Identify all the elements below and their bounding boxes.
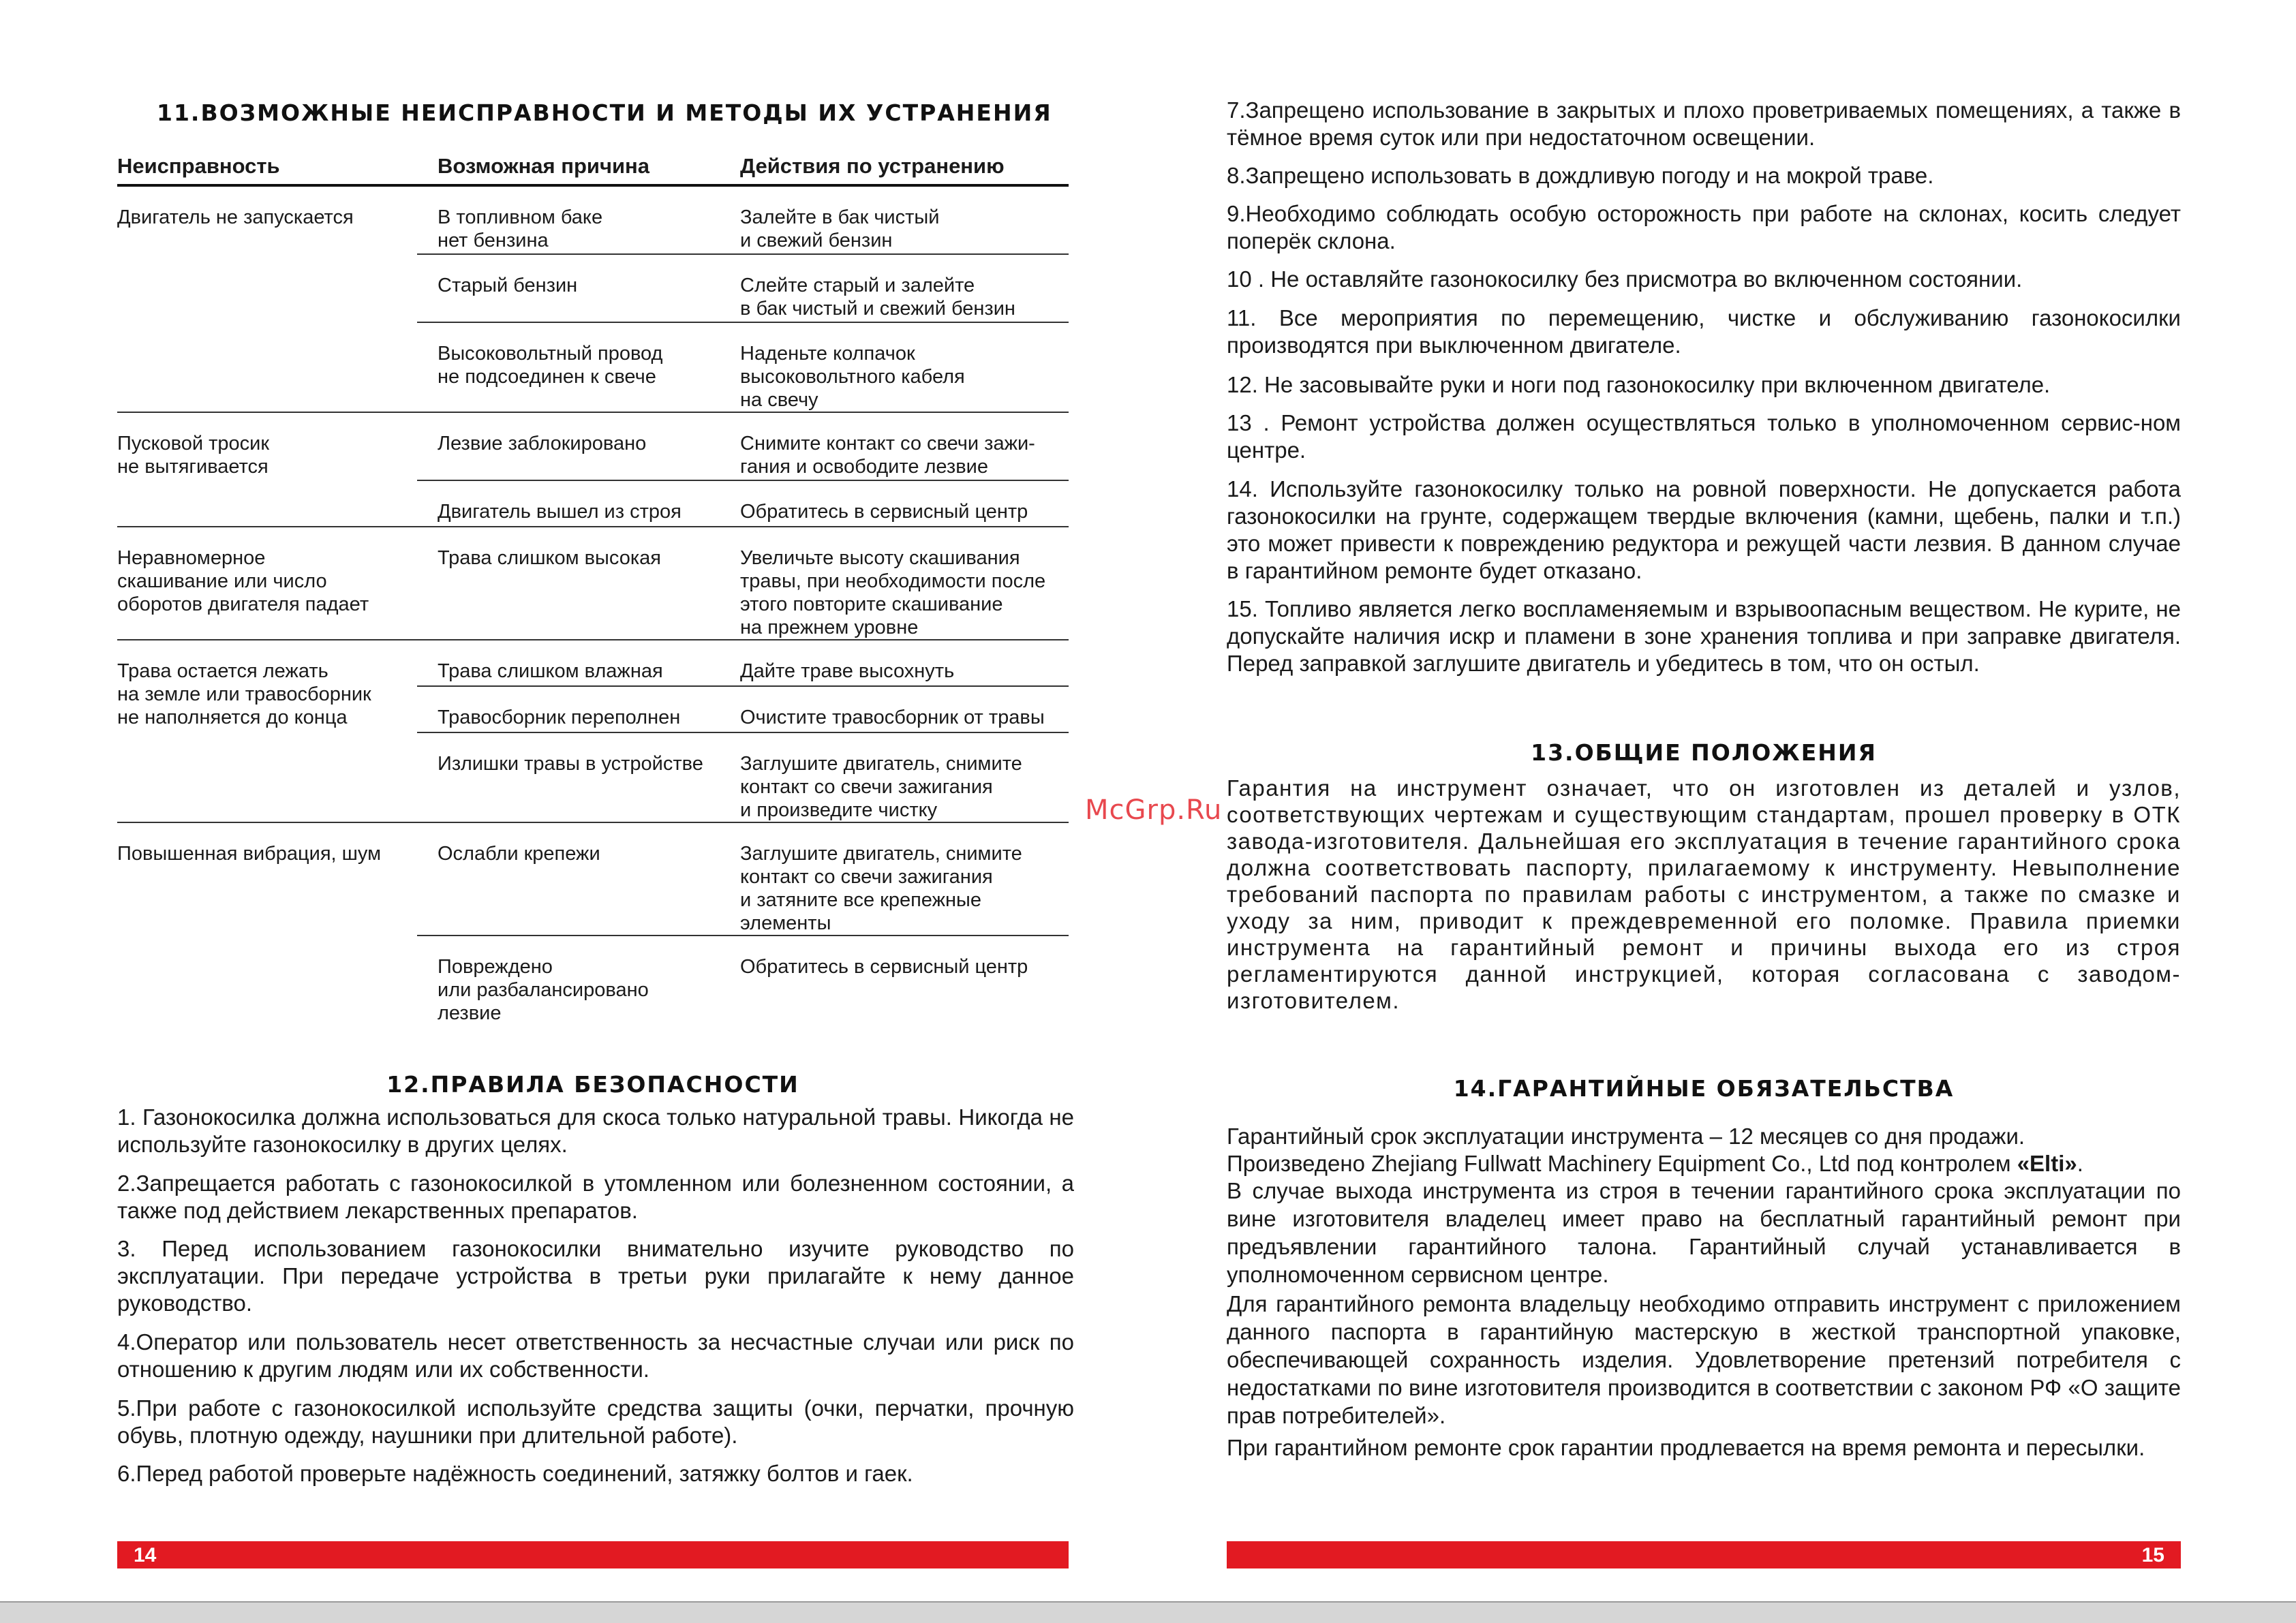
table-row bbox=[417, 322, 1069, 412]
scan-edge bbox=[0, 1603, 2296, 1623]
rule-4: 4.Оператор или пользователь несет ответственность за несчастные случаи или риск по отношению к другим людям или их собственности. bbox=[117, 1329, 1074, 1382]
rule-12: 12. Не засовывайте руки и ноги под газонокосилку при включенном двигателе. bbox=[1227, 372, 2051, 397]
cause-cell: Лезвие заблокировано bbox=[438, 433, 647, 454]
fault-cell: Двигатель не запускается bbox=[117, 206, 354, 228]
rule-10: 10 . Не оставляйте газонокосилку без присмотра во включенном состоянии. bbox=[1227, 266, 2023, 292]
troubleshooting-table bbox=[117, 149, 1069, 1026]
cause-cell: Высоковольтный провод не подсоединен к свече bbox=[438, 343, 663, 388]
right-page bbox=[1148, 0, 2296, 1623]
table-group bbox=[117, 823, 1069, 1026]
action-cell: Залейте в бак чистый и свежий бензин bbox=[740, 206, 940, 251]
table-group bbox=[117, 413, 1069, 527]
rule-1: 1. Газонокосилка должна использоваться для скоса только натуральной травы. Никогда не используйте газонокосилку в других целях. bbox=[117, 1104, 1074, 1157]
warranty-line-2: Произведено Zhejiang Fullwatt Machinery Equipment Co., Ltd под контролем bbox=[1227, 1151, 2017, 1176]
warranty-paragraph-3: Для гарантийного ремонта владельцу необходимо отправить инструмент с приложением данного паспорта в гарантийную мастерскую в жесткой транспортной упаковке, обеспечивающей сохранность изделия. Удовлетворение претензий потребителя с недостатками по вине изготовителя производится в соответствии с законом РФ «О защите прав потребителей». bbox=[1227, 1291, 2181, 1428]
warranty-paragraph-2: В случае выхода инструмента из строя в течении гарантийного срока эксплуатации по вине изготовителя владелец имеет право на бесплатный гарантийный ремонт при предъявлении гарантийного талона. Гарантийный случай устанавливается в уполномоченном сервисном центре. bbox=[1227, 1178, 2181, 1287]
table-row bbox=[417, 413, 1069, 480]
table-row bbox=[417, 935, 1069, 1026]
table-row bbox=[417, 823, 1069, 935]
watermark: McGrp.Ru bbox=[1085, 794, 1223, 826]
general-provisions: Гарантия на инструмент означает, что он изготовлен из деталей и узлов, соответствующих чертежам и существующим стандартам, прошел проверку в ОТК завода-изготовителя. Дальнейшая его эксплуатация в течение гарантийного срока должна соответствовать паспорту, прилагаемому к инструменту. Невыполнение требований паспорта по правилам работы с инструментом, а также по смазке и уходу за ним, приводит к преждевременной его поломке. Правила приемки инструмента на гарантийный ремонт и причины выхода его из строя регламентируются данной инструкцией, которая согласована с заводом-изготовителем. bbox=[1227, 775, 2181, 1013]
warranty-intro bbox=[1227, 1123, 2181, 1177]
table-row bbox=[417, 527, 1069, 639]
cause-cell: Трава слишком высокая bbox=[438, 547, 661, 569]
header-cause: Возможная причина bbox=[438, 154, 649, 178]
action-cell: Увеличьте высоту скашивания травы, при необходимости после этого повторите скашивание на прежнем уровне bbox=[740, 547, 1046, 638]
table-header bbox=[117, 149, 1069, 187]
section-14-title: 14.ГАРАНТИЙНЫЕ ОБЯЗАТЕЛЬСТВА bbox=[1453, 1075, 1955, 1102]
warranty-line-1: Гарантийный срок эксплуатации инструмента – 12 месяцев со дня продажи. bbox=[1227, 1124, 2025, 1149]
cause-cell: Излишки травы в устройстве bbox=[438, 753, 703, 775]
rule-8: 8.Запрещено использовать в дождливую погоду и на мокрой траве. bbox=[1227, 163, 1934, 188]
section-13-title: 13.ОБЩИЕ ПОЛОЖЕНИЯ bbox=[1531, 739, 1877, 766]
brand-name: «Elti» bbox=[2017, 1151, 2077, 1176]
rule-15: 15. Топливо является легко воспламеняемым и взрывоопасным веществом. Не курите, не допускайте наличия искр и пламени в зоне хранения топлива и при заправке двигателя. Перед заправкой заглушите двигатель и убедитесь в том, что он остыл. bbox=[1227, 596, 2181, 676]
fault-cell: Повышенная вибрация, шум bbox=[117, 843, 382, 865]
rule-13: 13 . Ремонт устройства должен осуществляться только в уполномоченном сервис-ном центре. bbox=[1227, 410, 2181, 463]
action-cell: Очистите травосборник от травы bbox=[740, 707, 1045, 728]
page-number: 15 bbox=[2141, 1544, 2164, 1566]
table-row bbox=[417, 640, 1069, 685]
cause-cell: Повреждено или разбалансировано лезвие bbox=[438, 956, 649, 1024]
rule-11: 11. Все мероприятия по перемещению, чистке и обслуживанию газонокосилки производятся при выключенном двигателе. bbox=[1227, 305, 2181, 358]
footer-bar bbox=[117, 1541, 1069, 1568]
table-group bbox=[117, 527, 1069, 640]
warranty-paragraph-4: При гарантийном ремонте срок гарантии продлевается на время ремонта и пересылки. bbox=[1227, 1435, 2145, 1460]
action-cell: Снимите контакт со свечи зажи- гания и освободите лезвие bbox=[740, 433, 1035, 478]
action-cell: Заглушите двигатель, снимите контакт со свечи зажигания и затяните все крепежные элементы bbox=[740, 843, 1022, 934]
rule-6: 6.Перед работой проверьте надёжность соединений, затяжку болтов и гаек. bbox=[117, 1461, 913, 1486]
fault-cell: Трава остается лежать на земле или травосборник не наполняется до конца bbox=[117, 660, 371, 728]
cause-cell: Двигатель вышел из строя bbox=[438, 501, 682, 523]
action-cell: Обратитесь в сервисный центр bbox=[740, 956, 1028, 978]
section-11-title: 11.ВОЗМОЖНЫЕ НЕИСПРАВНОСТИ И МЕТОДЫ ИХ УСТРАНЕНИЯ bbox=[157, 99, 1052, 126]
action-cell: Заглушите двигатель, снимите контакт со свечи зажигания и произведите чистку bbox=[740, 753, 1022, 821]
table-group bbox=[117, 640, 1069, 823]
table-row bbox=[417, 187, 1069, 253]
fault-cell: Пусковой тросик не вытягивается bbox=[117, 433, 270, 478]
action-cell: Обратитесь в сервисный центр bbox=[740, 501, 1028, 523]
rule-7: 7.Запрещено использование в закрытых и плохо проветриваемых помещениях, а также в тёмное время суток или при недостаточном освещении. bbox=[1227, 97, 2181, 150]
page-number: 14 bbox=[134, 1544, 157, 1566]
section-12-title: 12.ПРАВИЛА БЕЗОПАСНОСТИ bbox=[386, 1071, 799, 1098]
footer-bar bbox=[1227, 1541, 2181, 1568]
action-cell: Слейте старый и залейте в бак чистый и свежий бензин bbox=[740, 275, 1015, 320]
table-row bbox=[417, 480, 1069, 526]
rule-2: 2.Запрещается работать с газонокосилкой в утомленном или болезненном состоянии, а также под действием лекарственных препаратов. bbox=[117, 1171, 1074, 1223]
fault-cell: Неравномерное скашивание или число оборотов двигателя падает bbox=[117, 547, 369, 615]
table-row bbox=[417, 685, 1069, 732]
header-fault: Неисправность bbox=[117, 154, 280, 178]
action-cell: Дайте траве высохнуть bbox=[740, 660, 955, 682]
header-action: Действия по устранению bbox=[740, 154, 1005, 178]
rule-3: 3. Перед использованием газонокосилки внимательно изучите руководство по эксплуатации. При передаче устройства в третьи руки прилагайте к нему данное руководство. bbox=[117, 1236, 1074, 1316]
cause-cell: Трава слишком влажная bbox=[438, 660, 663, 682]
table-row bbox=[417, 732, 1069, 822]
rule-9: 9.Необходимо соблюдать особую осторожность при работе на склонах, косить следует поперёк склона. bbox=[1227, 201, 2181, 253]
table-group bbox=[117, 187, 1069, 413]
cause-cell: Старый бензин bbox=[438, 275, 578, 296]
cause-cell: В топливном баке нет бензина bbox=[438, 206, 603, 251]
rule-5: 5.При работе с газонокосилкой используйте средства защиты (очки, перчатки, прочную обувь, плотную одежду, наушники при длительной работе). bbox=[117, 1395, 1074, 1448]
table-row bbox=[417, 253, 1069, 322]
cause-cell: Ослабли крепежи bbox=[438, 843, 600, 865]
action-cell: Наденьте колпачок высоковольтного кабеля на свечу bbox=[740, 343, 965, 411]
cause-cell: Травосборник переполнен bbox=[438, 707, 681, 728]
rule-14: 14. Используйте газонокосилку только на ровной поверхности. Не допускается работа газонокосилки на грунте, содержащем твердые включения (камни, щебень, палки и т.п.) это может привести к повреждению редуктора и режущей части лезвия. В данном случае в гарантийном ремонте будет отказано. bbox=[1227, 476, 2181, 583]
warranty-line-2-end: . bbox=[2077, 1151, 2083, 1176]
